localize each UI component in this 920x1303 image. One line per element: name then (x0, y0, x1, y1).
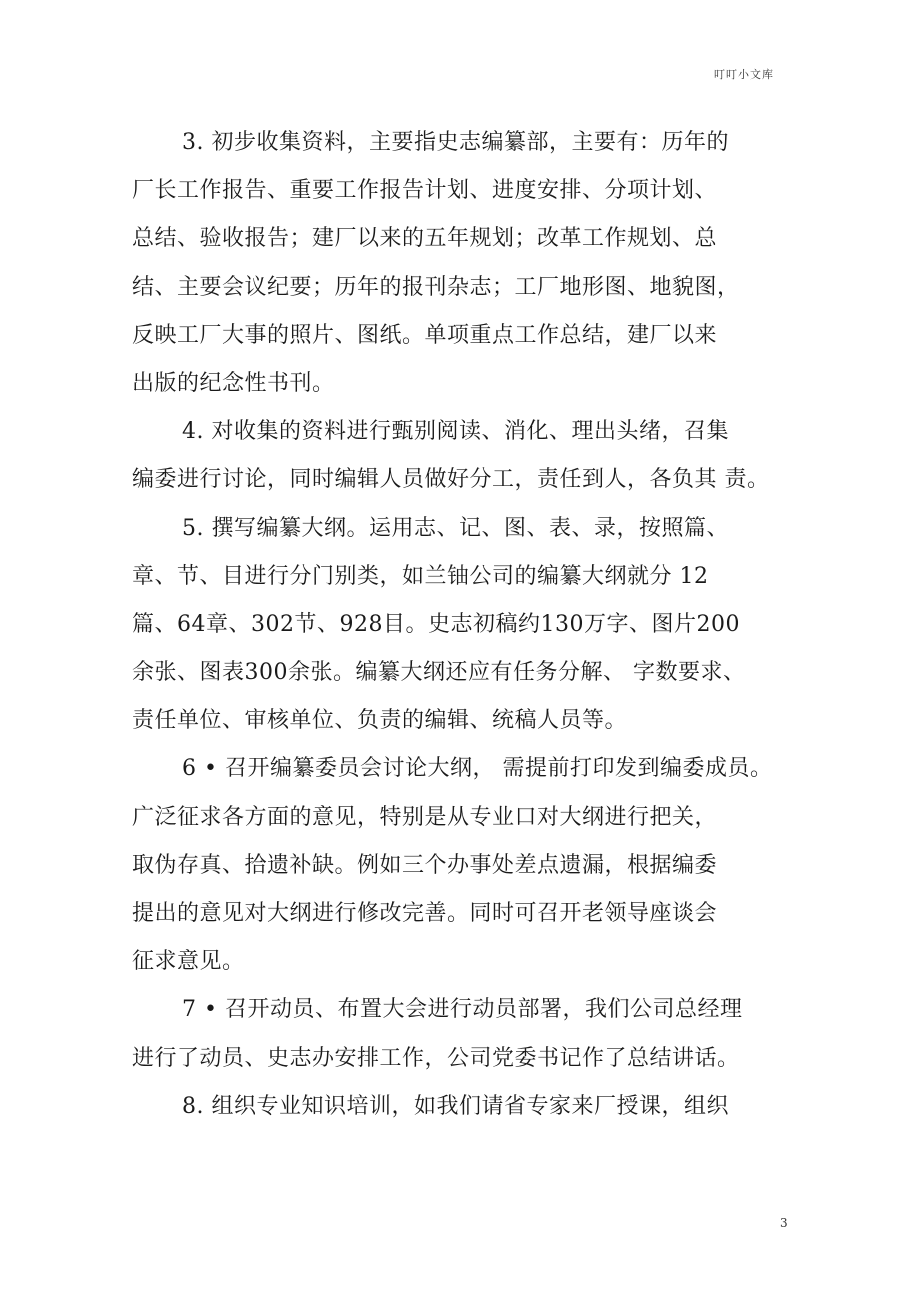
text-line: 厂长工作报告、重要工作报告计划、进度安排、分项计划、 (132, 178, 718, 204)
text-line: 章、节、目进行分门别类，如兰铀公司的编纂大纲就分 12 (132, 563, 709, 589)
text-line: 取伪存真、拾遗补缺。例如三个办事处差点遗漏，根据编委 (132, 852, 718, 878)
text-line: 提出的意见对大纲进行修改完善。同时可召开老领导座谈会 (132, 901, 718, 926)
text-line: 篇、64章、302节、928目。史志初稿约130万字、图片200 (132, 611, 740, 637)
text-line: 出版的纪念性书刊。 (132, 370, 335, 396)
text-line: 3. 初步收集资料，主要指史志编纂部，主要有：历年的 (182, 130, 729, 155)
text-line: 6 • 召开编纂委员会讨论大纲， 需提前打印发到编委成员。 (182, 756, 773, 782)
text-line: 7 • 召开动员、布置大会进行动员部署，我们公司总经理 (182, 997, 743, 1023)
text-line: 8. 组织专业知识培训，如我们请省专家来厂授课，组织 (182, 1093, 729, 1119)
text-line: 总结、验收报告；建厂以来的五年规划；改革工作规划、总 (132, 226, 718, 252)
page-number: 3 (780, 1216, 788, 1230)
text-line: 进行了动员、史志办安排工作，公司党委书记作了总结讲话。 (132, 1045, 740, 1071)
text-line: 反映工厂大事的照片、图纸。单项重点工作总结，建厂以来 (132, 322, 718, 348)
text-line: 结、主要会议纪要；历年的报刊杂志；工厂地形图、地貌图， (132, 274, 740, 300)
document-body (132, 125, 772, 1137)
text-line: 征求意见。 (132, 949, 245, 975)
header-brand: 叮叮小文库 (714, 68, 774, 81)
text-line: 编委进行讨论，同时编辑人员做好分工，责任到人，各负其 责。 (132, 467, 770, 493)
text-line: 余张、图表300余张。编纂大纲还应有任务分解、 字数要求、 (132, 660, 746, 686)
text-line: 5. 撰写编纂大纲。运用志、记、图、表、录，按照篇、 (182, 515, 729, 541)
text-line: 4. 对收集的资料进行甄别阅读、消化、理出头绪，召集 (182, 419, 729, 445)
text-line: 广泛征求各方面的意见，特别是从专业口对大纲进行把关， (132, 804, 718, 830)
text-line: 责任单位、审核单位、负责的编辑、统稿人员等。 (132, 708, 628, 734)
